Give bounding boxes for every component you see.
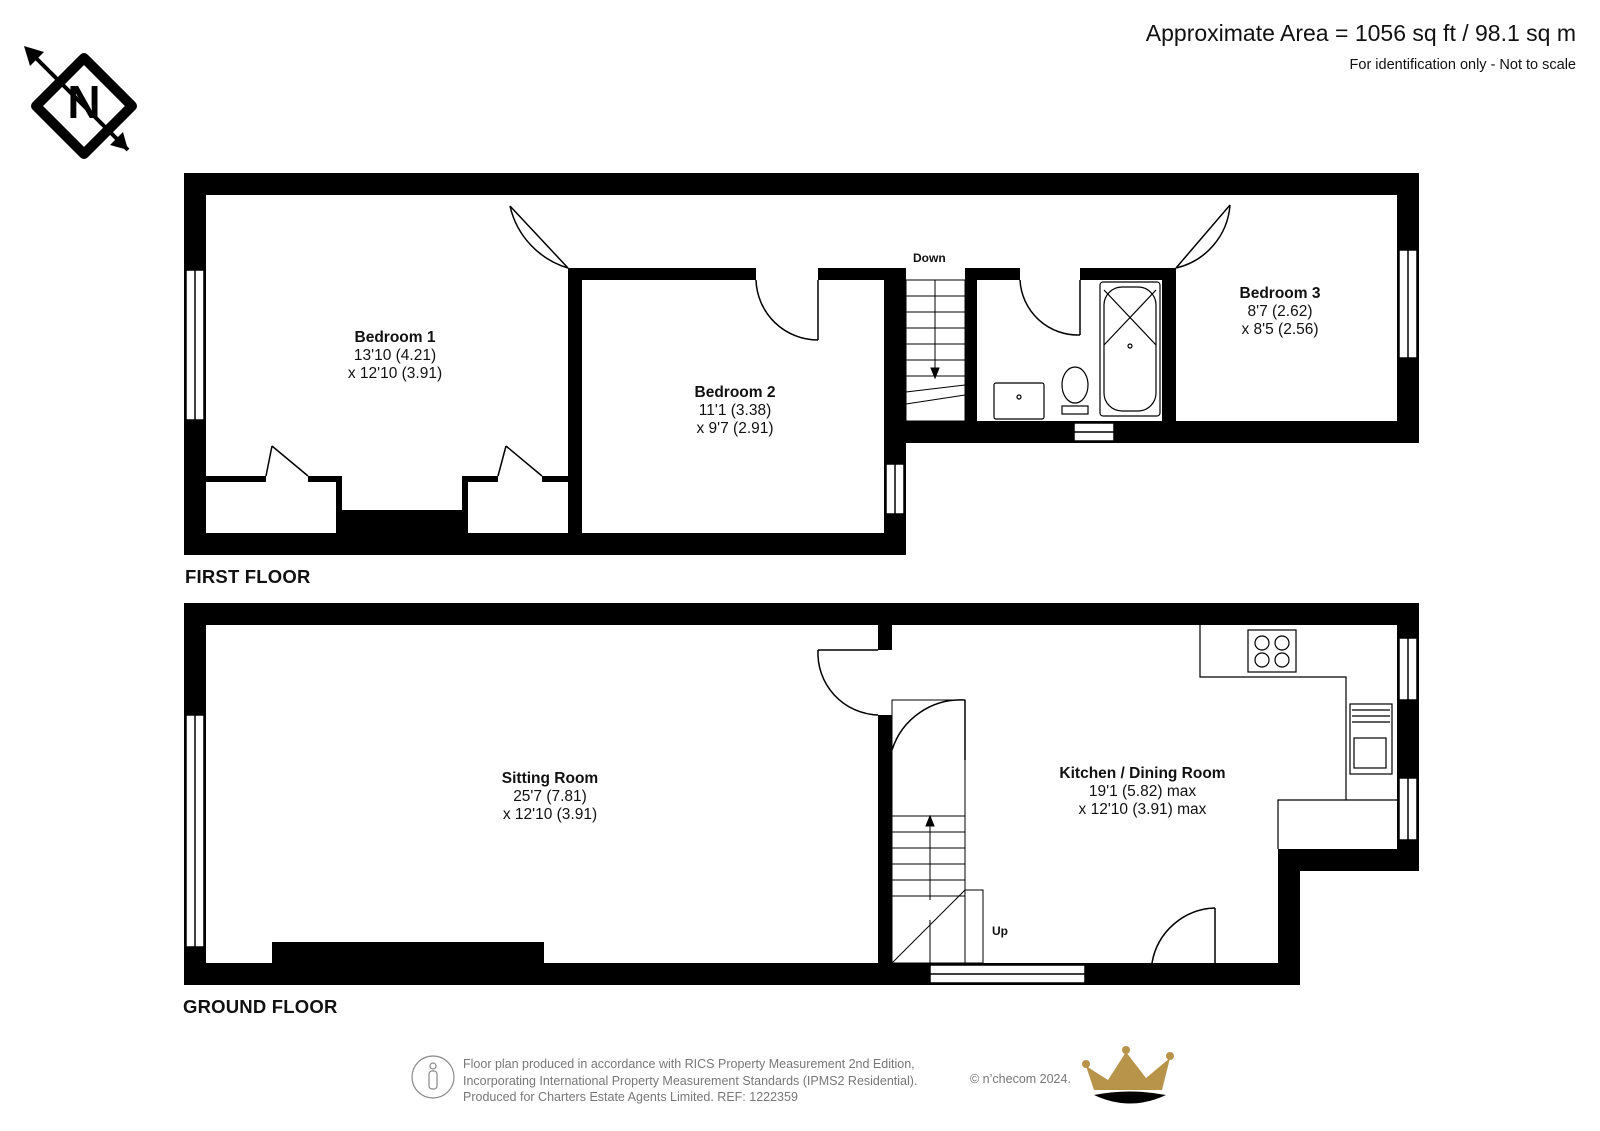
- scale-disclaimer: For identification only - Not to scale: [1349, 57, 1576, 73]
- footer-note: Floor plan produced in accordance with RICS Property Measurement 2nd Edition, Incorporating International Property Measurement Standards (IPMS2 Residential). Produced for Charters Estate Agents Limited. REF: 1222359: [463, 1057, 918, 1104]
- stairs-down: [906, 280, 965, 421]
- room-label-bedroom-3: Bedroom 3 8'7 (2.62) x 8'5 (2.56): [1239, 285, 1321, 338]
- room-label-sitting-room: Sitting Room 25'7 (7.81) x 12'10 (3.91): [501, 770, 599, 823]
- footer-copyright: © n’checom 2024.: [970, 1072, 1071, 1086]
- approximate-area: Approximate Area = 1056 sq ft / 98.1 sq m: [1145, 20, 1576, 46]
- room-label-bedroom-2: Bedroom 2 11'1 (3.38) x 9'7 (2.91): [694, 384, 776, 437]
- compass-north-icon: [24, 46, 132, 154]
- stairs-up-label: Up: [992, 924, 1008, 938]
- room-label-kitchen-dining: Kitchen / Dining Room 19'1 (5.82) max x 12'10 (3.91) max: [1059, 765, 1226, 818]
- room-label-bedroom-1: Bedroom 1 13'10 (4.21) x 12'10 (3.91): [347, 329, 443, 382]
- ground-floor-label: GROUND FLOOR: [183, 996, 338, 1017]
- bathroom-fixtures: [994, 282, 1160, 419]
- stairs-up: [892, 700, 983, 963]
- stairs-down-label: Down: [913, 251, 946, 265]
- compass-letter: N: [67, 76, 101, 128]
- crown-logo: [1082, 1046, 1174, 1104]
- person-icon: [412, 1056, 454, 1098]
- first-floor-label: FIRST FLOOR: [185, 566, 311, 587]
